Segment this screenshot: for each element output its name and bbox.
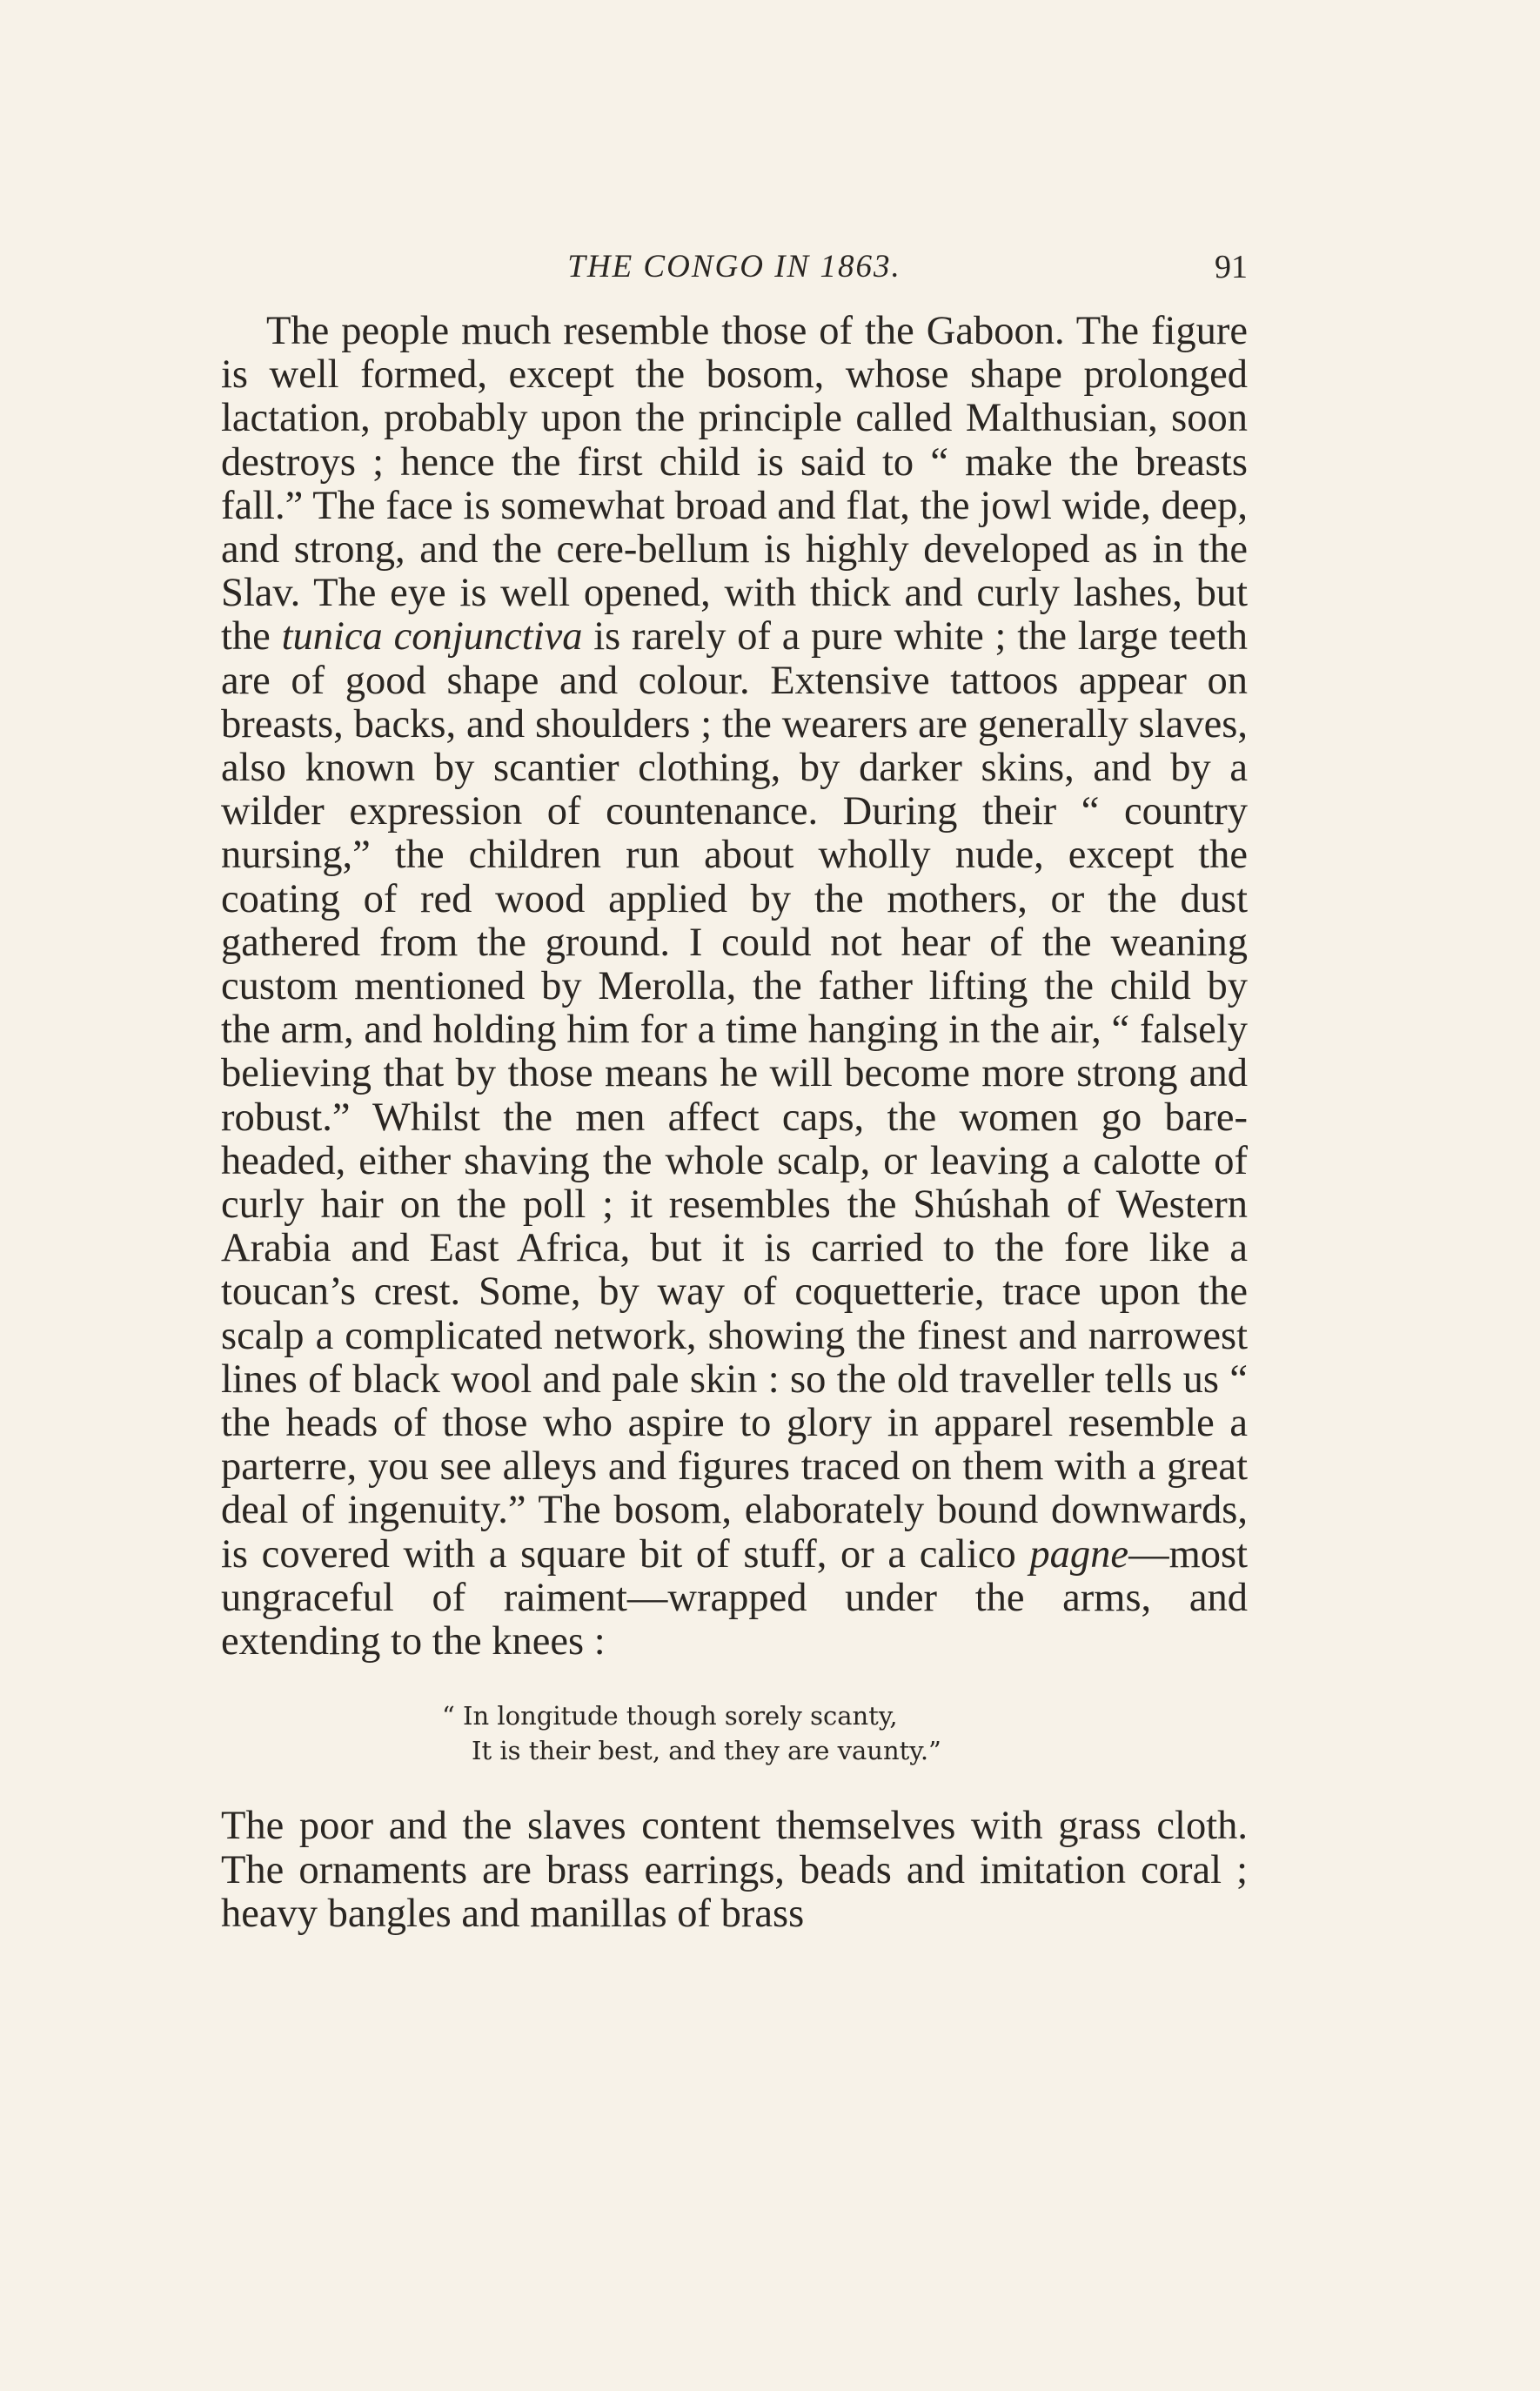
- verse-line-2: It is their best, and they are vaunty.”: [472, 1736, 941, 1766]
- page-number: 91: [1215, 249, 1248, 285]
- paragraph-text-part-3: —most ungraceful of raiment—wrapped under the arms, and extending to the knees :: [221, 1531, 1248, 1664]
- running-head: [221, 245, 1248, 289]
- italic-term-tunica-conjunctiva: tunica conjunctiva: [281, 614, 583, 660]
- continuation-paragraph: The poor and the slaves content themselves with grass cloth. The ornaments are brass earrings, beads and imitation coral ; heavy bangles and manillas of brass: [221, 1804, 1248, 1936]
- verse-line-1: “ In longitude though sorely scanty,: [442, 1701, 898, 1731]
- paragraph-text-part-1: The people much resemble those of the Gaboon. The figure is well formed, except the bosom, whose shape prolonged lactation, probably upon the principle called Malthusian, soon destroys ; hence the first child is said to “ make the breasts fall.” The face is somewhat broad and flat, the jowl wide, deep, and strong, and the cere-bellum is highly developed as in the Slav. The eye is well opened, with thick and curly lashes, but the: [221, 309, 1248, 660]
- body-text: [221, 310, 1248, 1936]
- main-paragraph: [221, 310, 1248, 1664]
- paragraph-text-part-2: is rarely of a pure white ; the large teeth are of good shape and colour. Extensive tattoos appear on breasts, backs, and shoulders ; the wearers are generally slaves, also known by scantier clothing, by darker skins, and by a wilder expression of countenance. During their “ country nursing,” the children run about wholly nude, except the coating of red wood applied by the mothers, or the dust gathered from the ground. I could not hear of the weaning custom mentioned by Merolla, the father lifting the child by the arm, and holding him for a time hanging in the air, “ falsely believing that by those means he will become more strong and robust.” Whilst the men affect caps, the women go bare-headed, either shaving the whole scalp, or leaving a calotte of curly hair on the poll ; it resembles the Shúshah of Western Arabia and East Africa, but it is carried to the fore like a toucan’s crest. Some, by way of coquetterie, trace upon the scalp a complicated network, showing the finest and narrowest lines of black wool and pale skin : so the old traveller tells us “ the heads of those who aspire to glory in apparel resemble a parterre, you see alleys and figures traced on them with a great deal of ingenuity.” The bosom, elaborately bound downwards, is covered with a square bit of stuff, or a calico: [221, 614, 1249, 1577]
- italic-term-pagne: pagne: [1029, 1531, 1129, 1577]
- verse-quotation: [221, 1698, 1248, 1768]
- running-title: THE CONGO IN 1863.: [567, 249, 901, 285]
